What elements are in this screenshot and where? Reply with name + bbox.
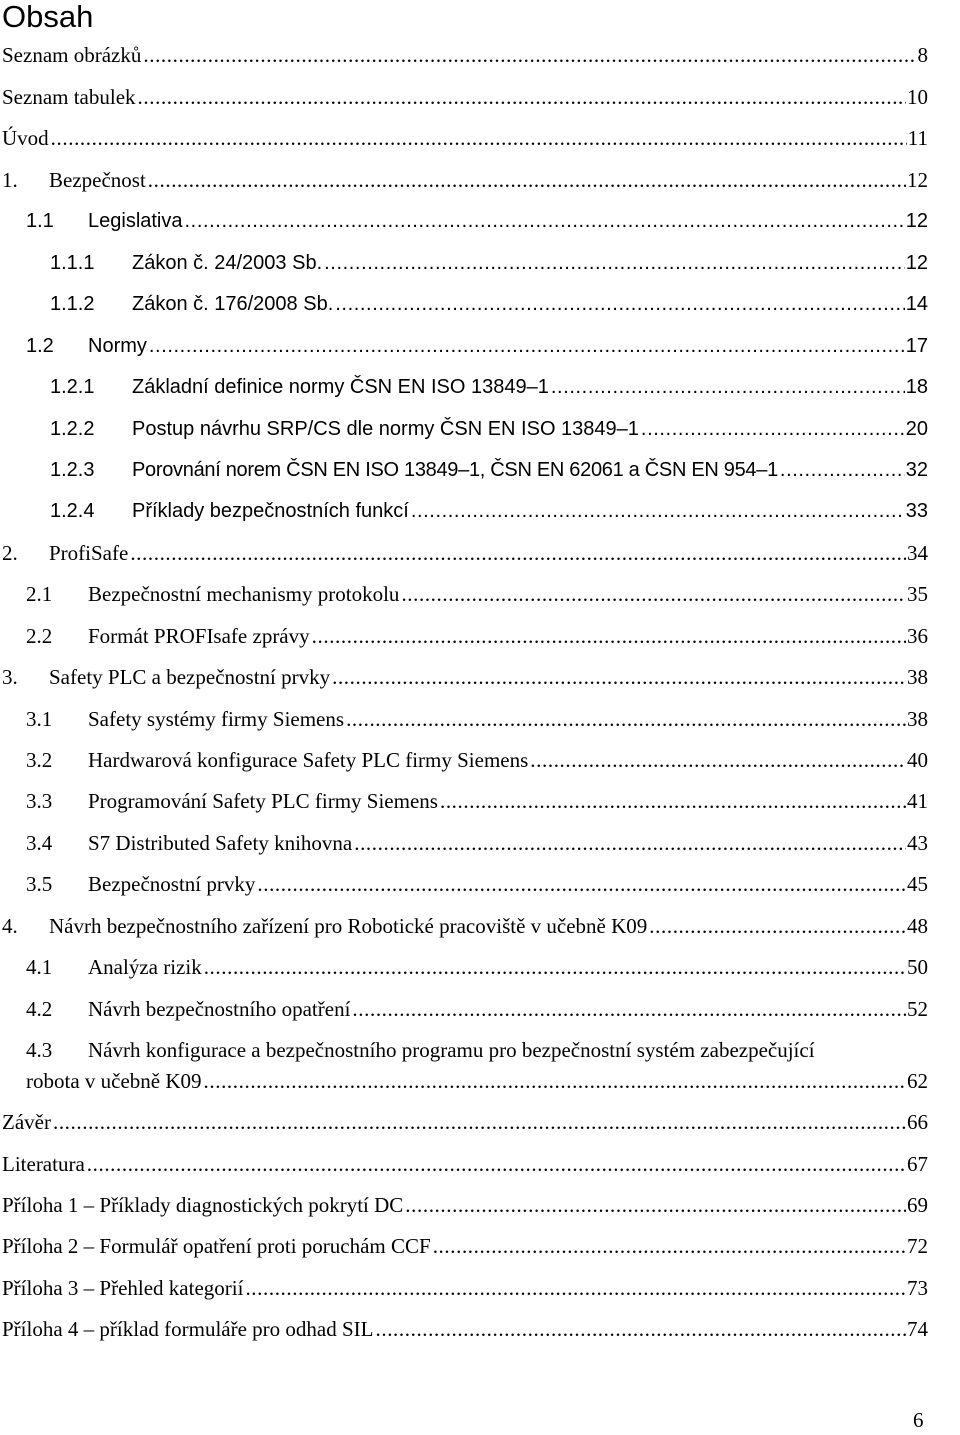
toc-entry-label: Návrh bezpečnostního opatření bbox=[88, 997, 351, 1021]
toc-entry-page: 66 bbox=[907, 1110, 928, 1134]
toc-entry[interactable] bbox=[26, 786, 928, 816]
toc-entry-label: Návrh konfigurace a bezpečnostního programu pro bezpečnostní systém zabezpečující bbox=[88, 1038, 815, 1062]
toc-entry-label: Legislativa bbox=[88, 210, 183, 232]
toc-entry[interactable] bbox=[2, 1273, 928, 1303]
dot-leader bbox=[346, 704, 906, 734]
dot-leader bbox=[780, 455, 905, 485]
toc-entry[interactable] bbox=[50, 289, 928, 319]
toc-entry-number: 1.2.1 bbox=[50, 376, 95, 398]
toc-entry-number: 1.2 bbox=[26, 335, 54, 357]
dot-leader bbox=[51, 123, 907, 153]
toc-entry-number: 3.2 bbox=[26, 748, 53, 772]
toc-entry-number: 4. bbox=[2, 914, 18, 938]
dot-leader bbox=[148, 165, 906, 195]
toc-entry-number: 1.1.2 bbox=[50, 293, 95, 315]
toc-entry-number: 3.4 bbox=[26, 831, 53, 855]
toc-entry[interactable] bbox=[2, 1314, 928, 1344]
toc-entry-label: Příklady bezpečnostních funkcí bbox=[132, 500, 409, 522]
toc-entry-label: ProfiSafe bbox=[49, 541, 129, 565]
toc-entry-number: 1.1 bbox=[26, 210, 54, 232]
toc-entry-page: 18 bbox=[905, 376, 928, 398]
dot-leader bbox=[411, 496, 905, 526]
toc-entry-label: Příloha 1 – Příklady diagnostických pokrytí DC bbox=[2, 1193, 404, 1217]
toc-entry-page: 67 bbox=[907, 1152, 928, 1176]
dot-leader bbox=[352, 994, 906, 1024]
toc-entry-number: 1.1.1 bbox=[50, 252, 95, 274]
toc-entry[interactable] bbox=[26, 206, 928, 236]
dot-leader bbox=[87, 1149, 906, 1179]
toc-entry-label: Safety PLC a bezpečnostní prvky bbox=[49, 665, 331, 689]
toc-entry-page: 12 bbox=[905, 252, 928, 274]
dot-leader bbox=[641, 414, 905, 444]
toc-entry-page: 12 bbox=[907, 168, 928, 192]
dot-leader bbox=[245, 1273, 906, 1303]
toc-entry-label: Literatura bbox=[2, 1152, 85, 1176]
toc-entry[interactable] bbox=[26, 994, 928, 1024]
toc-entry-label: Úvod bbox=[2, 126, 49, 150]
toc-entry-number: 3. bbox=[2, 665, 18, 689]
toc-entry-number: 2. bbox=[2, 541, 18, 565]
toc-entry-page: 20 bbox=[905, 418, 928, 440]
toc-entry[interactable] bbox=[26, 621, 928, 651]
dot-leader bbox=[312, 621, 906, 651]
toc-entry-page: 73 bbox=[907, 1276, 928, 1300]
toc-entry-page: 38 bbox=[907, 707, 928, 731]
toc-entry-number: 4.3 bbox=[26, 1038, 53, 1062]
toc-entry-page: 69 bbox=[907, 1193, 928, 1217]
toc-entry-label: Analýza rizik bbox=[88, 955, 202, 979]
dot-leader bbox=[530, 745, 906, 775]
toc-entry-label: Příloha 2 – Formulář opatření proti poruchám CCF bbox=[2, 1234, 431, 1258]
toc-entry-page: 10 bbox=[907, 85, 928, 109]
dot-leader bbox=[130, 538, 906, 568]
toc-entry[interactable] bbox=[26, 1066, 928, 1096]
toc-entry-page: 45 bbox=[907, 872, 928, 896]
toc-entry-page: 48 bbox=[907, 914, 928, 938]
toc-entry[interactable] bbox=[2, 1107, 928, 1137]
toc-entry-label: Zákon č. 176/2008 Sb. bbox=[132, 293, 334, 315]
toc-entry-number: 3.1 bbox=[26, 707, 53, 731]
toc-entry-number: 4.1 bbox=[26, 955, 53, 979]
toc-entry-number: 2.2 bbox=[26, 624, 53, 648]
toc-entry-label: Závěr bbox=[2, 1110, 51, 1134]
toc-entry[interactable] bbox=[50, 496, 928, 526]
toc-entry-page: 33 bbox=[905, 500, 928, 522]
toc-entry-number: 1. bbox=[2, 168, 18, 192]
toc-entry[interactable] bbox=[2, 662, 928, 692]
toc-entry-number: 4.2 bbox=[26, 997, 53, 1021]
dot-leader bbox=[335, 289, 905, 319]
dot-leader bbox=[324, 248, 905, 278]
toc-entry-label: Bezpečnostní prvky bbox=[88, 872, 256, 896]
page-number: 6 bbox=[913, 1408, 924, 1432]
toc-entry-label: Příloha 3 – Přehled kategorií bbox=[2, 1276, 244, 1300]
dot-leader bbox=[354, 828, 906, 858]
dot-leader bbox=[138, 82, 906, 112]
dot-leader bbox=[551, 372, 905, 402]
toc-entry-label: Bezpečnostní mechanismy protokolu bbox=[88, 582, 400, 606]
toc-entry-page: 43 bbox=[907, 831, 928, 855]
dot-leader bbox=[401, 579, 906, 609]
dot-leader bbox=[376, 1314, 907, 1344]
dot-leader bbox=[204, 952, 906, 982]
toc-entry-number: 3.5 bbox=[26, 872, 53, 896]
toc-entry-label: Návrh bezpečnostního zařízení pro Robotické pracoviště v učebně K09 bbox=[49, 914, 648, 938]
toc-entry-wrapped-first-line[interactable] bbox=[26, 1035, 815, 1065]
toc-entry[interactable] bbox=[2, 538, 928, 568]
dot-leader bbox=[53, 1107, 906, 1137]
toc-entry[interactable] bbox=[2, 1149, 928, 1179]
toc-entry[interactable] bbox=[2, 123, 928, 153]
toc-entry-label: Bezpečnost bbox=[49, 168, 146, 192]
toc-entry[interactable] bbox=[26, 828, 928, 858]
toc-entry[interactable] bbox=[2, 1231, 928, 1261]
toc-entry-page: 11 bbox=[907, 126, 928, 150]
dot-leader bbox=[440, 786, 906, 816]
dot-leader bbox=[649, 911, 906, 941]
dot-leader bbox=[433, 1231, 906, 1261]
toc-entry-page: 17 bbox=[905, 335, 928, 357]
toc-entry-label: Základní definice normy ČSN EN ISO 13849–1 bbox=[132, 376, 549, 398]
toc-entry-page: 34 bbox=[907, 541, 928, 565]
dot-leader bbox=[185, 206, 905, 236]
toc-entry[interactable] bbox=[2, 165, 928, 195]
toc-entry-label: Hardwarová konfigurace Safety PLC firmy Siemens bbox=[88, 748, 529, 772]
dot-leader bbox=[204, 1066, 906, 1096]
dot-leader bbox=[257, 869, 906, 899]
toc-entry[interactable] bbox=[50, 455, 928, 485]
toc-entry-label: Safety systémy firmy Siemens bbox=[88, 707, 345, 731]
toc-entry-page: 36 bbox=[907, 624, 928, 648]
toc-entry-page: 74 bbox=[907, 1317, 928, 1341]
toc-entry-number: 1.2.3 bbox=[50, 459, 95, 481]
toc-entry-label: Programování Safety PLC firmy Siemens bbox=[88, 789, 438, 813]
toc-entry-page: 8 bbox=[917, 43, 928, 67]
toc-entry[interactable] bbox=[2, 82, 928, 112]
page-title: Obsah bbox=[2, 0, 94, 34]
toc-entry[interactable] bbox=[50, 414, 928, 444]
toc-entry-page: 12 bbox=[905, 210, 928, 232]
toc-entry-number: 2.1 bbox=[26, 582, 53, 606]
toc-entry-label: Seznam obrázků bbox=[2, 43, 142, 67]
toc-entry[interactable] bbox=[26, 952, 928, 982]
toc-entry-label: Normy bbox=[88, 335, 147, 357]
toc-entry-label: Porovnání norem ČSN EN ISO 13849–1, ČSN EN 62061 a ČSN EN 954–1 bbox=[132, 459, 778, 481]
toc-entry[interactable] bbox=[2, 1190, 928, 1220]
toc-entry-label: Příloha 4 – příklad formuláře pro odhad SIL bbox=[2, 1317, 374, 1341]
toc-entry-page: 38 bbox=[907, 665, 928, 689]
toc-entry[interactable] bbox=[50, 372, 928, 402]
toc-entry-page: 52 bbox=[907, 997, 928, 1021]
toc-entry[interactable] bbox=[2, 40, 928, 70]
toc-entry-number: 1.2.2 bbox=[50, 418, 95, 440]
toc-entry-page: 41 bbox=[907, 789, 928, 813]
dot-leader bbox=[143, 40, 916, 70]
toc-entry[interactable] bbox=[26, 704, 928, 734]
toc-entry[interactable] bbox=[26, 745, 928, 775]
toc-entry-label-continued: robota v učebně K09 bbox=[26, 1069, 202, 1093]
toc-entry[interactable] bbox=[26, 869, 928, 899]
toc-entry[interactable] bbox=[26, 331, 928, 361]
toc-entry-number: 1.2.4 bbox=[50, 500, 95, 522]
toc-entry-number: 3.3 bbox=[26, 789, 53, 813]
toc-entry-page: 35 bbox=[907, 582, 928, 606]
toc-entry-page: 50 bbox=[907, 955, 928, 979]
toc-entry-page: 62 bbox=[907, 1069, 928, 1093]
toc-entry-label: Postup návrhu SRP/CS dle normy ČSN EN ISO 13849–1 bbox=[132, 418, 639, 440]
dot-leader bbox=[332, 662, 906, 692]
toc-entry[interactable] bbox=[26, 579, 928, 609]
toc-entry-page: 40 bbox=[907, 748, 928, 772]
toc-entry-label: Formát PROFIsafe zprávy bbox=[88, 624, 310, 648]
toc-entry[interactable] bbox=[2, 911, 928, 941]
toc-entry-label: Zákon č. 24/2003 Sb. bbox=[132, 252, 323, 274]
toc-entry-label: S7 Distributed Safety knihovna bbox=[88, 831, 353, 855]
dot-leader bbox=[149, 331, 905, 361]
dot-leader bbox=[405, 1190, 906, 1220]
toc-entry-page: 32 bbox=[905, 459, 928, 481]
toc-entry-page: 72 bbox=[907, 1234, 928, 1258]
toc-entry[interactable] bbox=[50, 248, 928, 278]
toc-entry-page: 14 bbox=[905, 293, 928, 315]
toc-entry-label: Seznam tabulek bbox=[2, 85, 136, 109]
